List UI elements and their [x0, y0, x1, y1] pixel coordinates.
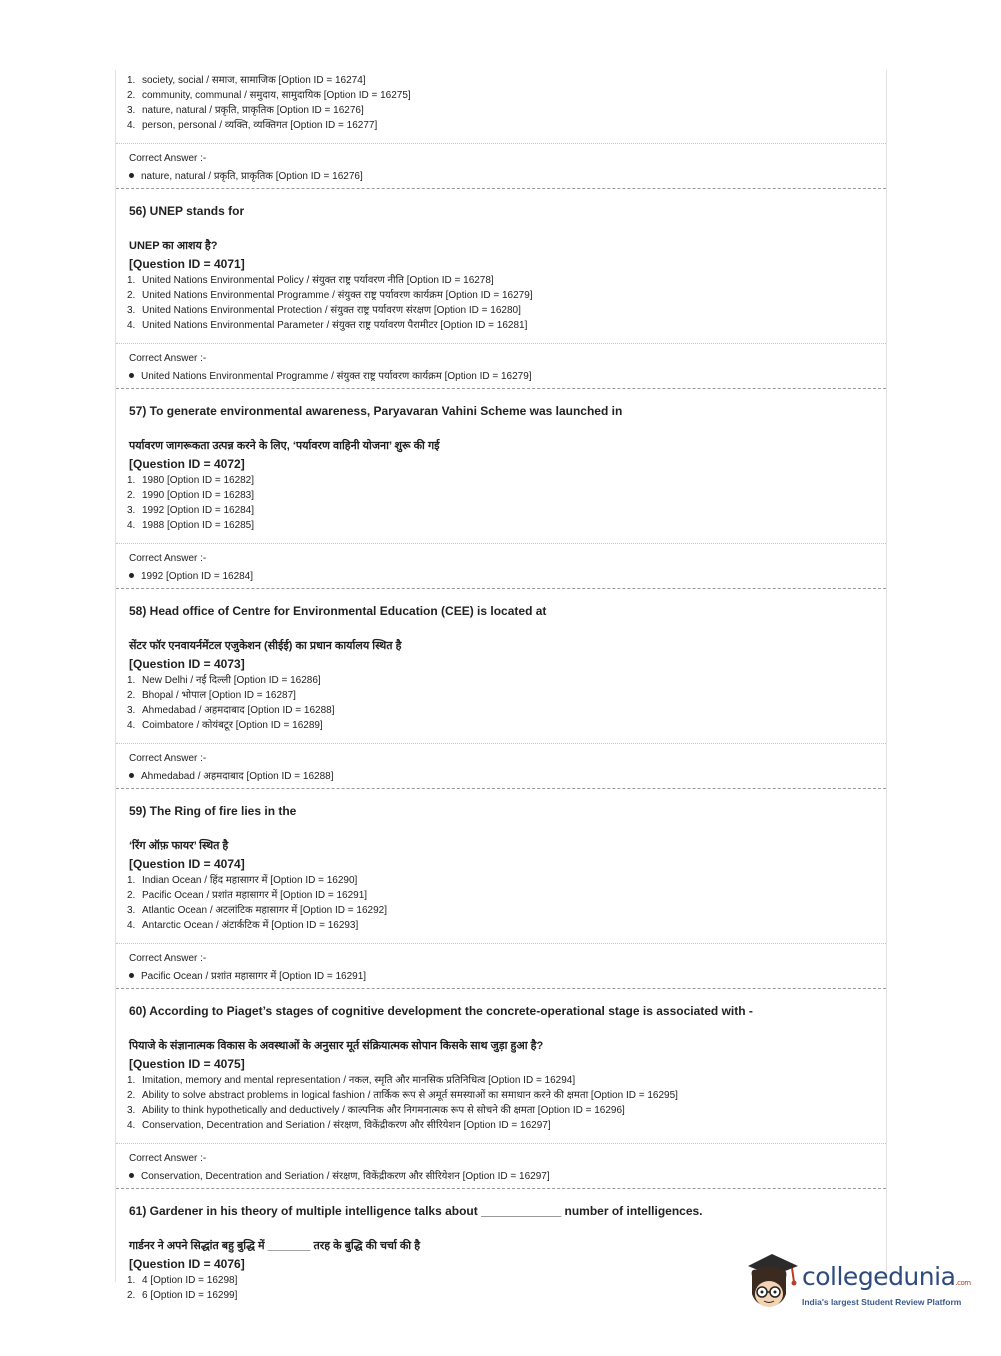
bullet-icon: [129, 1173, 134, 1178]
correct-answer-block: [116, 1143, 886, 1188]
bullet-icon: [129, 373, 134, 378]
correct-answer: Ahmedabad / अहमदाबाद [Option ID = 16288]: [129, 769, 886, 784]
option-item: 2. Ability to solve abstract problems in logical fashion / तार्किक रूप से अमूर्त समस्याओं का समाधान करने की क्षमता [Option ID = 16295]: [127, 1090, 678, 1101]
option-item: 1. Indian Ocean / हिंद महासागर में [Option ID = 16290]: [127, 875, 358, 886]
brand-suffix: .com: [955, 1279, 971, 1287]
correct-answer: Pacific Ocean / प्रशांत महासागर में [Option ID = 16291]: [129, 969, 886, 984]
option-item: 1. society, social / समाज, सामाजिक [Option ID = 16274]: [127, 75, 366, 86]
question-57: [116, 388, 886, 588]
question-hindi: UNEP का आशय है?: [129, 240, 218, 252]
question-59: [116, 788, 886, 988]
question-title: 58) Head office of Centre for Environmental Education (CEE) is located at: [129, 604, 547, 618]
option-item: 1. United Nations Environmental Policy / संयुक्त राष्ट्र पर्यावरण नीति [Option ID = 16278]: [127, 275, 494, 286]
option-item: 1. 4 [Option ID = 16298]: [127, 1275, 238, 1286]
correct-answer-block: [116, 943, 886, 988]
option-item: 3. United Nations Environmental Protection / संयुक्त राष्ट्र पर्यावरण संरक्षण [Option ID = 16280]: [127, 305, 521, 316]
option-item: 4. United Nations Environmental Parameter / संयुक्त राष्ट्र पर्यावरण पैरामीटर [Option ID = 16281]: [127, 320, 528, 331]
question-hindi: पर्यावरण जागरूकता उत्पन्न करने के लिए, ‘पर्यावरण वाहिनी योजना’ शुरू की गई: [129, 440, 440, 452]
brand-name: collegedunia.com: [802, 1262, 971, 1291]
question-hindi: ‘रिंग ऑफ़ फायर’ स्थित है: [129, 840, 229, 852]
option-item: 2. 1990 [Option ID = 16283]: [127, 490, 255, 501]
option-item: 2. community, communal / समुदाय, सामुदायिक [Option ID = 16275]: [127, 90, 411, 101]
correct-answer-block: [116, 343, 886, 388]
option-item: 2. Bhopal / भोपाल [Option ID = 16287]: [127, 690, 296, 701]
option-item: 4. person, personal / व्यक्ति, व्यक्तिगत [Option ID = 16277]: [127, 120, 378, 131]
correct-answer: 1992 [Option ID = 16284]: [129, 569, 886, 584]
option-item: 1. 1980 [Option ID = 16282]: [127, 475, 255, 486]
correct-answer: nature, natural / प्रकृति, प्राकृतिक [Option ID = 16276]: [129, 169, 886, 184]
option-list: [116, 873, 886, 943]
option-item: 3. nature, natural / प्रकृति, प्राकृतिक [Option ID = 16276]: [127, 105, 364, 116]
option-item: 1. New Delhi / नई दिल्ली [Option ID = 16286]: [127, 675, 321, 686]
correct-answer-label: Correct Answer :-: [129, 1153, 207, 1164]
option-item: 2. Pacific Ocean / प्रशांत महासागर में [Option ID = 16291]: [127, 890, 368, 901]
bullet-icon: [129, 773, 134, 778]
bullet-icon: [129, 173, 134, 178]
question-55-tail: [116, 70, 886, 188]
question-id: [Question ID = 4072]: [129, 457, 245, 471]
question-58: [116, 588, 886, 788]
correct-answer-block: [116, 543, 886, 588]
question-title: 59) The Ring of fire lies in the: [129, 804, 297, 818]
option-list: [116, 1073, 886, 1143]
option-item: 4. Antarctic Ocean / अंटार्कटिक में [Option ID = 16293]: [127, 920, 359, 931]
option-item: 3. Ahmedabad / अहमदाबाद [Option ID = 16288]: [127, 705, 335, 716]
correct-answer-label: Correct Answer :-: [129, 153, 207, 164]
correct-answer-block: [116, 143, 886, 188]
correct-answer-label: Correct Answer :-: [129, 953, 207, 964]
bullet-icon: [129, 973, 134, 978]
collegedunia-logo: [742, 1248, 982, 1318]
option-item: 1. Imitation, memory and mental representation / नकल, स्मृति और मानसिक प्रतिनिधित्व [Option ID = 16294]: [127, 1075, 576, 1086]
question-id: [Question ID = 4074]: [129, 857, 245, 871]
option-item: 2. United Nations Environmental Programme / संयुक्त राष्ट्र पर्यावरण कार्यक्रम [Option ID = 16279]: [127, 290, 533, 301]
correct-answer: United Nations Environmental Programme / संयुक्त राष्ट्र पर्यावरण कार्यक्रम [Option ID = 16279]: [129, 369, 886, 384]
correct-answer-label: Correct Answer :-: [129, 753, 207, 764]
option-list: [116, 473, 886, 543]
question-hindi: सेंटर फॉर एनवायर्नमेंटल एजुकेशन (सीईई) का प्रधान कार्यालय स्थित है: [129, 640, 402, 652]
option-item: 3. Ability to think hypothetically and deductively / काल्पनिक और निगमनात्मक रूप से सोचने की क्षमता [Option ID = 16296]: [127, 1105, 625, 1116]
question-id: [Question ID = 4075]: [129, 1057, 245, 1071]
question-title: 61) Gardener in his theory of multiple intelligence talks about ____________ number of intelligences.: [129, 1204, 703, 1218]
option-list: [116, 73, 886, 143]
question-60: [116, 988, 886, 1188]
question-title: 60) According to Piaget’s stages of cognitive development the concrete-operational stage is associated with -: [129, 1004, 753, 1018]
option-item: 4. Coimbatore / कोयंबटूर [Option ID = 16289]: [127, 720, 323, 731]
correct-answer-block: [116, 743, 886, 788]
option-item: 2. 6 [Option ID = 16299]: [127, 1290, 238, 1301]
bullet-icon: [129, 573, 134, 578]
option-item: 3. 1992 [Option ID = 16284]: [127, 505, 255, 516]
question-id: [Question ID = 4071]: [129, 257, 245, 271]
option-item: 3. Atlantic Ocean / अटलांटिक महासागर में [Option ID = 16292]: [127, 905, 387, 916]
correct-answer-label: Correct Answer :-: [129, 553, 207, 564]
question-title: 56) UNEP stands for: [129, 204, 245, 218]
question-hindi: पियाजे के संज्ञानात्मक विकास के अवस्थाओं के अनुसार मूर्त संक्रियात्मक सोपान किसके साथ जुड़ा हुआ है?: [129, 1040, 544, 1052]
option-list: [116, 273, 886, 343]
question-id: [Question ID = 4073]: [129, 657, 245, 671]
question-hindi: गार्डनर ने अपने सिद्धांत बहु बुद्धि में _______ तरह के बुद्धि की चर्चा की है: [129, 1240, 421, 1252]
question-title: 57) To generate environmental awareness, Paryavaran Vahini Scheme was launched in: [129, 404, 623, 418]
correct-answer: Conservation, Decentration and Seriation / संरक्षण, विकेंद्रीकरण और सीरियेशन [Option ID = 16297]: [129, 1169, 886, 1184]
option-item: 4. Conservation, Decentration and Seriation / संरक्षण, विकेंद्रीकरण और सीरियेशन [Option ID = 16297]: [127, 1120, 551, 1131]
option-item: 4. 1988 [Option ID = 16285]: [127, 520, 255, 531]
correct-answer-label: Correct Answer :-: [129, 353, 207, 364]
brand-tagline: India's largest Student Review Platform: [802, 1297, 962, 1307]
option-list: [116, 673, 886, 743]
mascot-icon: [742, 1250, 802, 1314]
question-56: [116, 188, 886, 388]
question-id: [Question ID = 4076]: [129, 1257, 245, 1271]
